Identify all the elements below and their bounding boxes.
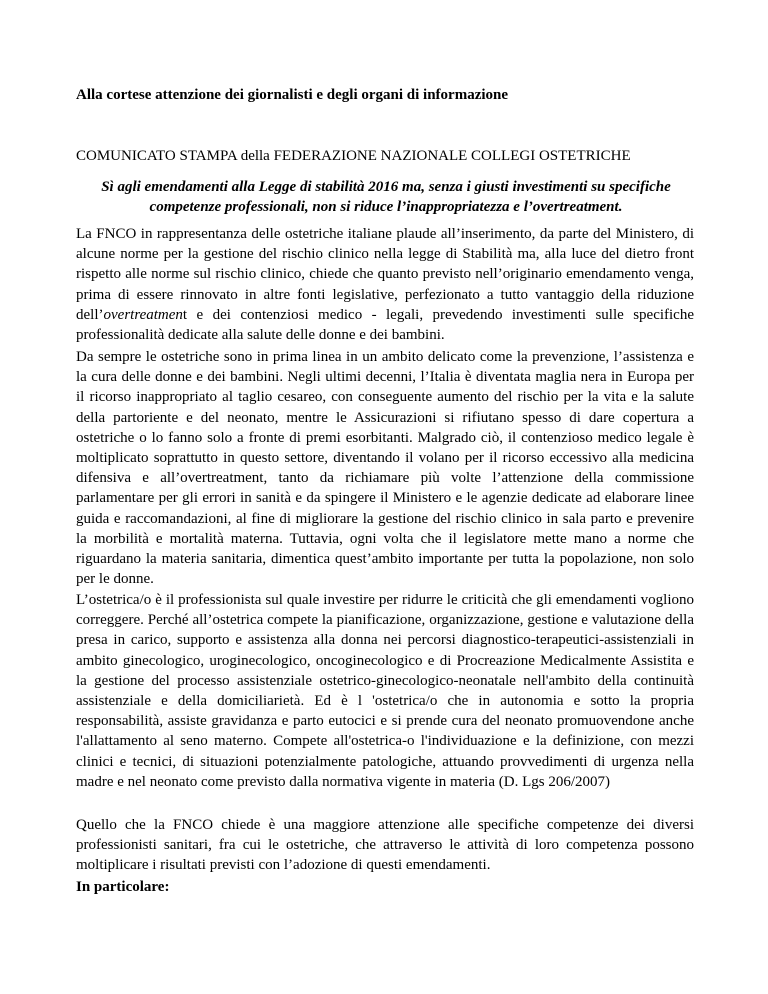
press-release-rest: della FEDERAZIONE NAZIONALE COLLEGI OSTETRICHE	[236, 148, 631, 164]
in-particular-heading: In particolare:	[76, 879, 170, 895]
paragraph-3: L’ostetrica/o è il professionista sul quale investire per ridurre le criticità che gli emendamenti vogliono correggere. Perché all’ostetrica compete la pianificazione, organizzazione, gestione e valutazione della presa in carico, supporto e assistenza alla donna nei percorsi diagnostico-terapeutici-assistenziali in ambito ginecologico, uroginecologico, oncoginecologico e di Procreazione Medicalmente Assistita e la gestione del processo assistenziale ostetrico-ginecologico-neonatale nell'ambito della continuità assistenziale e della domiciliarietà. Ed è l 'ostetrica/o che in autonomia e sotto la propria responsabilità, assiste gravidanza e parto eutocici e si prende cura del neonato promuovendone anche l'allattamento al seno materno. Compete all'ostetrica-o l'individuazione e la definizione, con mezzi clinici e tecnici, di situazioni potenzialmente patologiche, attuando provvedimenti di urgenza nella madre e nel neonato come previsto dalla normativa vigente in materia (D. Lgs 206/2007)	[76, 592, 694, 790]
paragraph-1-italic: overtreatmen	[103, 306, 183, 323]
paragraph-1-text-b: t e dei contenziosi medico - legali, prevedendo investimenti sulle specifiche professionalità dedicate alla salute delle donne e dei bambini.	[76, 306, 694, 344]
paragraph-1-text-a: La FNCO in rappresentanza delle ostetriche italiane plaude all’inserimento, da parte del Ministero, di alcune norme per la gestione del rischio clinico nella legge di Stabilità ma, alla luce del dietro front rispetto alle norme sul rischio clinico, chiede che quanto previsto nell’originario emendamento venga, prima di essere rinnovato in altre fonti legislative, perfezionato a tutto vantaggio della riduzione dell’	[76, 226, 694, 323]
press-release-prefix: COMUNICATO STAMPA	[76, 148, 237, 164]
paragraph-2: Da sempre le ostetriche sono in prima linea in un ambito delicato come la prevenzione, l’assistenza e la cura delle donne e dei bambini. Negli ultimi decenni, l’Italia è diventata maglia nera in Europa per il ricorso inappropriato al taglio cesareo, con conseguente aumento del rischio per la vita e la salute della partoriente e del neonato, mentre le Assicurazioni si rifiutano spesso di dare copertura a ostetriche o lo fanno solo a fronte di premi esorbitanti. Malgrado ciò, il contenzioso medico legale è moltiplicato soprattutto in questo settore, diventando il volano per il ricorso eccessivo alla medicina difensiva e all’overtreatment, tanto da richiamare più volte l’attenzione della commissione parlamentare per gli errori in sanità e da spingere il Ministero e le agenzie dedicate ad elaborare linee guida e raccomandazioni, al fine di migliorare la gestione del rischio clinico in sala parto e prevenire la morbilità e mortalità materna. Tuttavia, ogni volta che il legislatore mette mano a norme che riguardano la materia sanitaria, dimentica quest’ambito importante per tutta la popolazione, non solo per le donne.	[76, 349, 694, 588]
paragraph-1	[76, 224, 694, 345]
attention-line: Alla cortese attenzione dei giornalisti e degli organi di informazione	[76, 87, 509, 103]
paragraph-4: Quello che la FNCO chiede è una maggiore attenzione alle specifiche competenze dei diversi professionisti sanitari, fra cui le ostetriche, che attraverso le attività di loro competenza possono moltiplicare i risultati previsti con l’adozione di questi emendamenti.	[76, 817, 694, 874]
press-release-heading	[76, 146, 694, 166]
headline: Sì agli emendamenti alla Legge di stabilità 2016 ma, senza i giusti investimenti su specifiche competenze professionali, non si riduce l’inappropriatezza e l’overtreatment.	[101, 179, 671, 216]
